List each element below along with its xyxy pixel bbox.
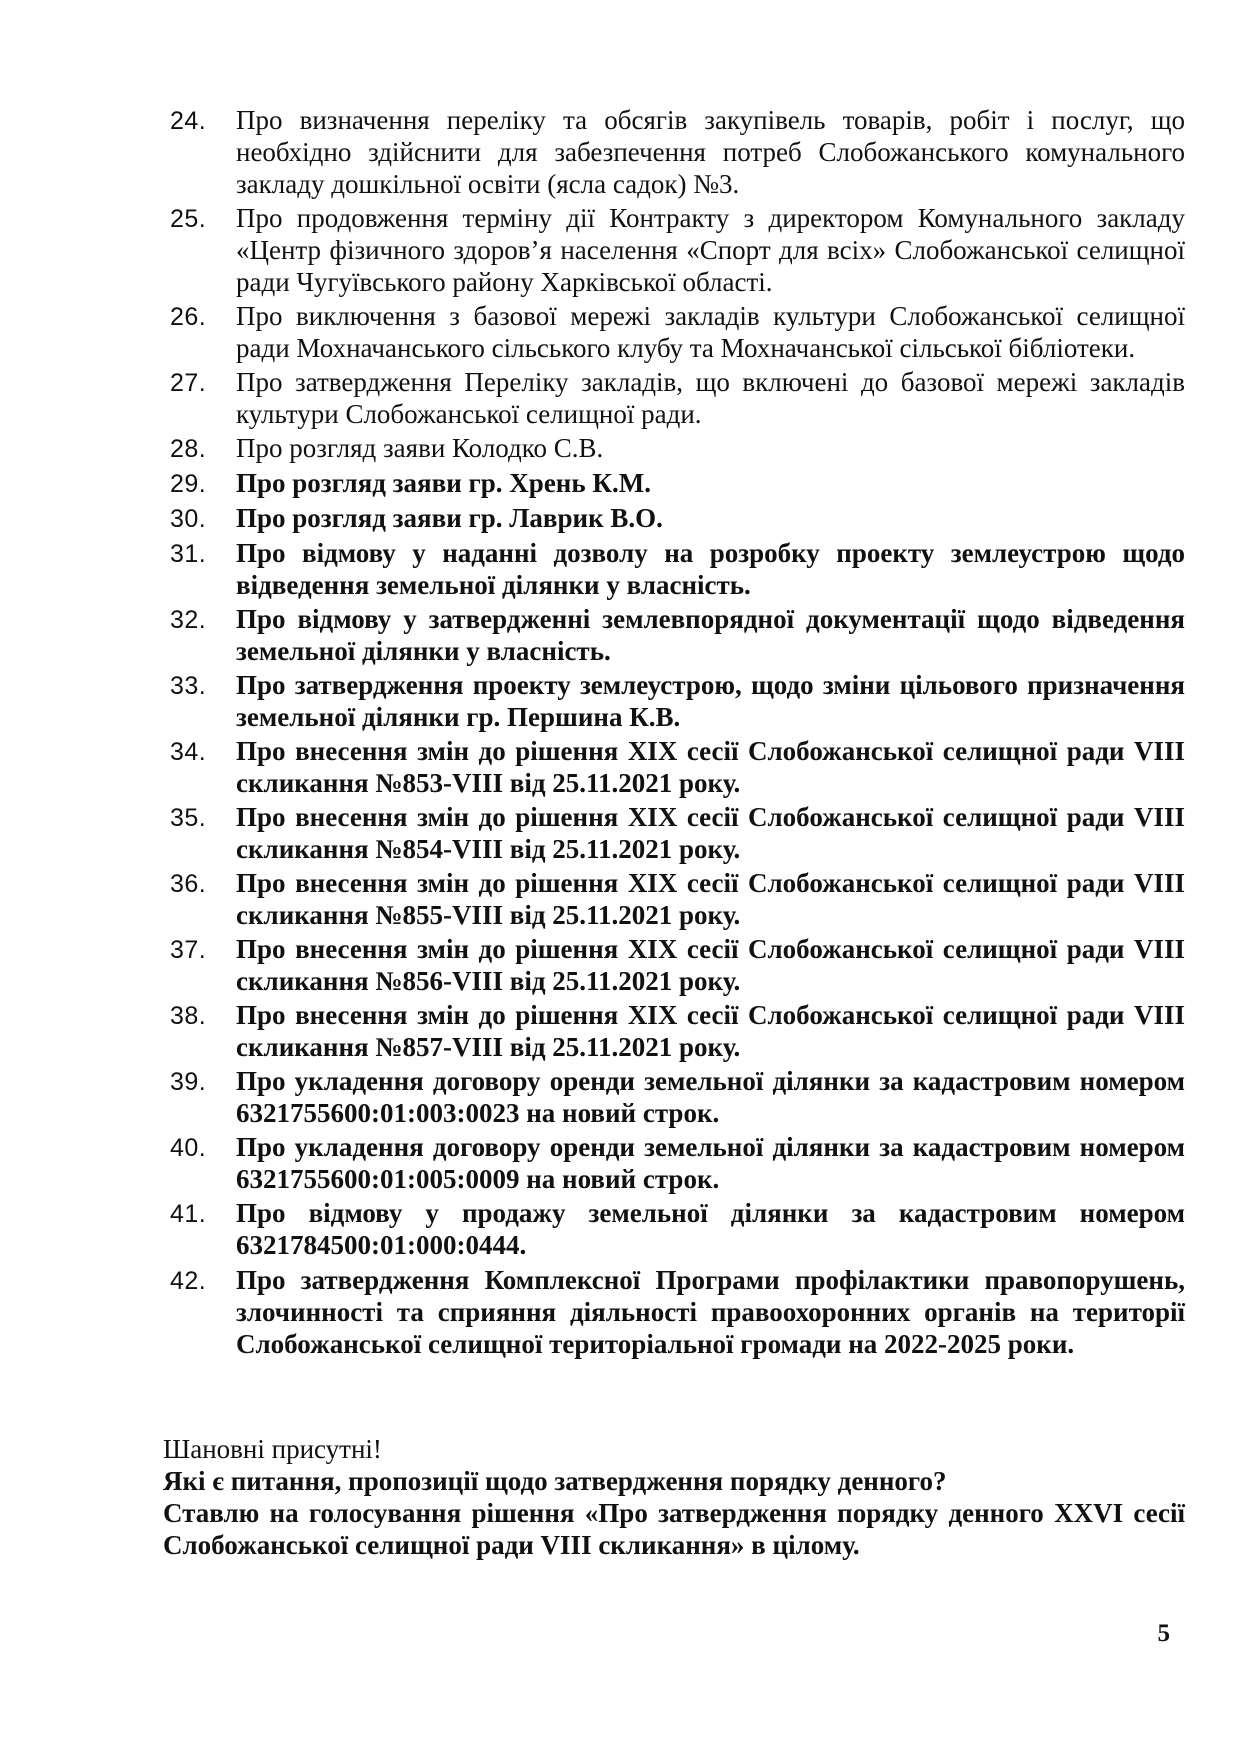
agenda-item-text: Про внесення змін до рішення ХІХ сесії Слобожанської селищної ради VIII скликання №857-VIII від 25.11.2021 року. (236, 1000, 1185, 1062)
agenda-item-31 (170, 537, 1185, 601)
agenda-item-39 (170, 1065, 1185, 1129)
agenda-item-text: Про укладення договору оренди земельної ділянки за кадастровим номером 6321755600:01:005:0009 на новий строк. (236, 1132, 1185, 1194)
agenda-item-number: 27. (170, 369, 207, 397)
agenda-item-30 (170, 502, 1185, 535)
agenda-item-number: 35. (170, 804, 207, 832)
agenda-item-number: 37. (170, 936, 207, 964)
agenda-item-text: Про відмову у наданні дозволу на розробку проекту землеустрою щодо відведення земельної ділянки у власність. (236, 538, 1185, 600)
agenda-item-text: Про затвердження Комплексної Програми профілактики правопорушень, злочинності та сприяння діяльності правоохоронних органів на території Слобожанської селищної територіальної громади на 2022-2025 роки. (236, 1265, 1185, 1359)
agenda-item-text: Про внесення змін до рішення ХІХ сесії Слобожанської селищної ради VIII скликання №855-VIII від 25.11.2021 року. (236, 868, 1185, 930)
agenda-item-text: Про відмову у затвердженні землевпорядної документації щодо відведення земельної ділянки у власність. (236, 604, 1185, 666)
agenda-item-38 (170, 999, 1185, 1063)
agenda-item-number: 42. (170, 1267, 207, 1295)
agenda-item-36 (170, 867, 1185, 931)
agenda-item-37 (170, 933, 1185, 997)
agenda-item-number: 26. (170, 303, 207, 331)
agenda-item-number: 41. (170, 1200, 207, 1228)
agenda-item-text: Про внесення змін до рішення ХІХ сесії Слобожанської селищної ради VIII скликання №854-VIII від 25.11.2021 року. (236, 802, 1185, 864)
agenda-item-number: 40. (170, 1134, 207, 1162)
agenda-item-text: Про розгляд заяви Колодко С.В. (236, 433, 604, 463)
agenda-item-25 (170, 202, 1185, 298)
agenda-item-text: Про затвердження Переліку закладів, що включені до базової мережі закладів культури Слобожанської селищної ради. (236, 367, 1185, 429)
page-number: 5 (1157, 1620, 1170, 1647)
agenda-item-number: 30. (170, 505, 207, 533)
agenda-list (170, 104, 1185, 1362)
agenda-item-text: Про визначення переліку та обсягів закупівель товарів, робіт і послуг, що необхідно здійснити для забезпечення потреб Слобожанського комунального закладу дошкільної освіти (ясла садок) №3. (236, 105, 1185, 199)
agenda-item-number: 24. (170, 107, 207, 135)
agenda-item-number: 32. (170, 606, 207, 634)
agenda-item-text: Про відмову у продажу земельної ділянки за кадастровим номером 6321784500:01:000:0444. (236, 1198, 1185, 1260)
agenda-item-28 (170, 432, 1185, 465)
greeting-text: Шановні присутні! (163, 1434, 382, 1464)
agenda-item-32 (170, 603, 1185, 667)
agenda-item-number: 33. (170, 672, 207, 700)
agenda-item-text: Про розгляд заяви гр. Лаврик В.О. (236, 503, 663, 533)
agenda-item-27 (170, 366, 1185, 430)
agenda-item-number: 39. (170, 1068, 207, 1096)
vote-text: Ставлю на голосування рішення «Про затвердження порядку денного XXVI сесії Слобожанської селищної ради VIII скликання» в цілому. (163, 1498, 1185, 1560)
agenda-item-40 (170, 1131, 1185, 1195)
agenda-item-number: 34. (170, 738, 207, 766)
agenda-item-text: Про укладення договору оренди земельної ділянки за кадастровим номером 6321755600:01:003:0023 на новий строк. (236, 1066, 1185, 1128)
agenda-item-number: 38. (170, 1002, 207, 1030)
agenda-item-text: Про внесення змін до рішення ХІХ сесії Слобожанської селищної ради VIII скликання №853-VIII від 25.11.2021 року. (236, 736, 1185, 798)
closing-section (163, 1433, 1185, 1561)
agenda-item-text: Про затвердження проекту землеустрою, щодо зміни цільового призначення земельної ділянки гр. Першина К.В. (236, 670, 1185, 732)
agenda-item-text: Про продовження терміну дії Контракту з директором Комунального закладу «Центр фізичного здоров’я населення «Спорт для всіх» Слобожанської селищної ради Чугуївського району Харківської області. (236, 203, 1185, 297)
agenda-item-35 (170, 801, 1185, 865)
agenda-item-29 (170, 467, 1185, 500)
agenda-item-24 (170, 104, 1185, 200)
question-text: Які є питання, пропозиції щодо затвердження порядку денного? (163, 1466, 947, 1496)
agenda-item-26 (170, 300, 1185, 364)
agenda-item-number: 29. (170, 470, 207, 498)
agenda-item-34 (170, 735, 1185, 799)
agenda-item-text: Про виключення з базової мережі закладів культури Слобожанської селищної ради Мохначанського сільського клубу та Мохначанської сільської бібліотеки. (236, 301, 1185, 363)
agenda-item-number: 31. (170, 540, 207, 568)
agenda-item-33 (170, 669, 1185, 733)
agenda-item-number: 25. (170, 205, 207, 233)
agenda-item-42 (170, 1264, 1185, 1360)
agenda-item-41 (170, 1197, 1185, 1261)
agenda-item-number: 36. (170, 870, 207, 898)
agenda-item-number: 28. (170, 435, 207, 463)
agenda-item-text: Про внесення змін до рішення ХІХ сесії Слобожанської селищної ради VIII скликання №856-VIII від 25.11.2021 року. (236, 934, 1185, 996)
agenda-item-text: Про розгляд заяви гр. Хрень К.М. (236, 468, 651, 498)
